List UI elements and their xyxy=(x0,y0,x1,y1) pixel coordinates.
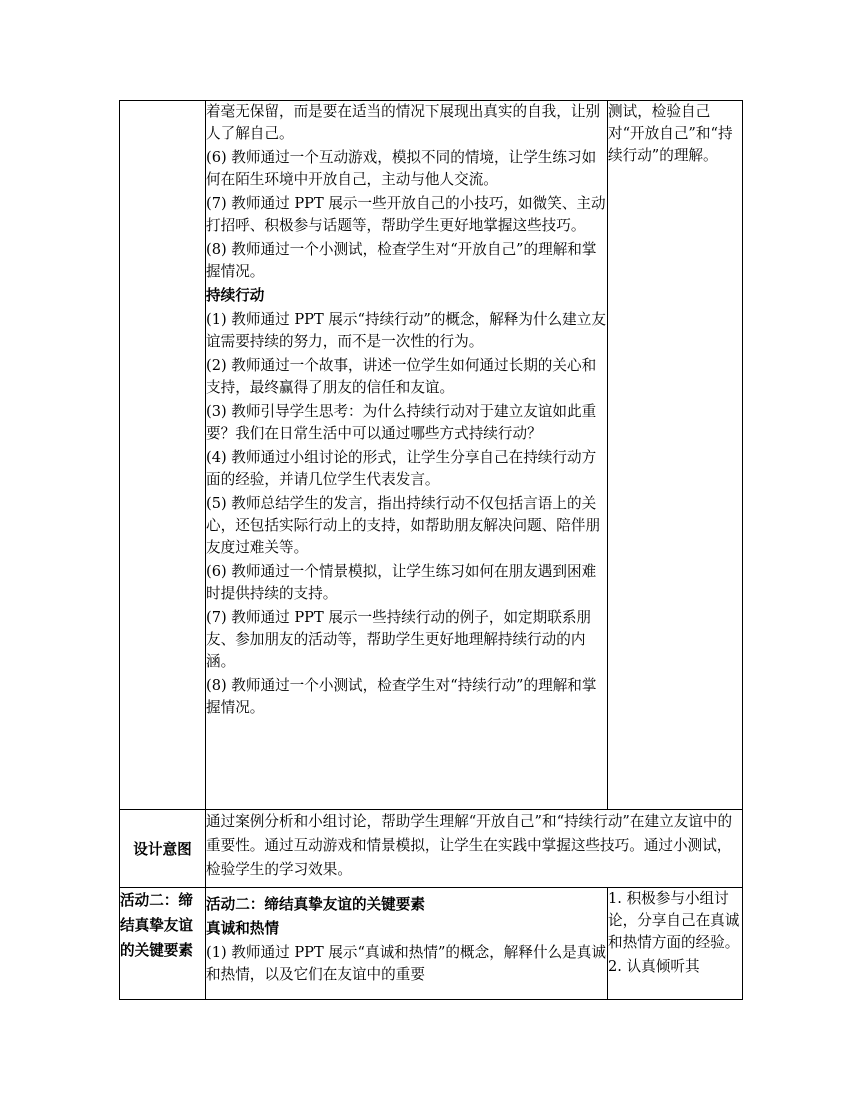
step-paragraph: (4) 教师通过小组讨论的形式，让学生分享自己在持续行动方面的经验，并请几位学生代表发言。 xyxy=(206,449,597,488)
activity-two-student-list xyxy=(608,888,742,978)
student-activity-cell xyxy=(608,101,743,810)
section-heading: 持续行动 xyxy=(206,287,265,304)
student-activity-text: 测试，检验自己对“开放自己”和“持续行动”的理解。 xyxy=(608,103,733,164)
design-intent-label: 设计意图 xyxy=(120,810,206,888)
step-paragraph: (1) 教师通过 PPT 展示“持续行动”的概念，解释为什么建立友谊需要持续的努力，而不是一次性的行为。 xyxy=(206,311,606,350)
teaching-steps-cell xyxy=(206,101,608,810)
activity-two-student-cell xyxy=(608,888,743,1000)
activity-two-steps-cell xyxy=(206,888,608,1000)
teaching-steps-list xyxy=(206,101,607,719)
step-paragraph: (6) 教师通过一个情景模拟，让学生练习如何在朋友遇到困难时提供持续的支持。 xyxy=(206,563,597,602)
step-paragraph: (6) 教师通过一个互动游戏，模拟不同的情境，让学生练习如何在陌生环境中开放自己，主动与他人交流。 xyxy=(206,149,597,188)
activity-two-steps-list xyxy=(206,894,607,986)
empty-label-cell xyxy=(120,101,206,810)
design-intent-row xyxy=(120,810,743,888)
step-paragraph: (7) 教师通过 PPT 展示一些开放自己的小技巧，如微笑、主动打招呼、积极参与话题等，帮助学生更好地掌握这些技巧。 xyxy=(206,195,606,234)
step-paragraph: (8) 教师通过一个小测试，检查学生对“开放自己”的理解和掌握情况。 xyxy=(206,241,597,280)
student-activity-item: 1. 积极参与小组讨论，分享自己在真诚和热情方面的经验。 xyxy=(608,890,740,951)
step-paragraph: (3) 教师引导学生思考：为什么持续行动对于建立友谊如此重要？我们在日常生活中可以通过哪些方式持续行动？ xyxy=(206,403,597,442)
section-heading: 真诚和热情 xyxy=(206,920,279,937)
step-paragraph: 着毫无保留，而是要在适当的情况下展现出真实的自我，让别人了解自己。 xyxy=(206,103,601,142)
design-intent-text: 通过案例分析和小组讨论，帮助学生理解“开放自己”和“持续行动”在建立友谊中的重要性。通过互动游戏和情景模拟，让学生在实践中掌握这些技巧。通过小测试，检验学生的学习效果。 xyxy=(206,810,743,888)
step-paragraph: (1) 教师通过 PPT 展示“真诚和热情”的概念，解释什么是真诚和热情，以及它们在友谊中的重要 xyxy=(206,944,606,983)
teaching-process-row xyxy=(120,101,743,810)
activity-two-label: 活动二：缔结真挚友谊的关键要素 xyxy=(120,888,206,1000)
student-activity-item: 2. 认真倾听其 xyxy=(608,958,700,975)
step-paragraph: (8) 教师通过一个小测试，检查学生对“持续行动”的理解和掌握情况。 xyxy=(206,677,597,716)
section-heading: 活动二：缔结真挚友谊的关键要素 xyxy=(206,896,425,913)
activity-two-row xyxy=(120,888,743,1000)
step-paragraph: (2) 教师通过一个故事，讲述一位学生如何通过长期的关心和支持，最终赢得了朋友的信任和友谊。 xyxy=(206,357,597,396)
step-paragraph: (7) 教师通过 PPT 展示一些持续行动的例子，如定期联系朋友、参加朋友的活动等，帮助学生更好地理解持续行动的内涵。 xyxy=(206,609,592,670)
step-paragraph: (5) 教师总结学生的发言，指出持续行动不仅包括言语上的关心，还包括实际行动上的支持，如帮助朋友解决问题、陪伴朋友度过难关等。 xyxy=(206,495,601,556)
lesson-plan-table xyxy=(119,100,743,1000)
